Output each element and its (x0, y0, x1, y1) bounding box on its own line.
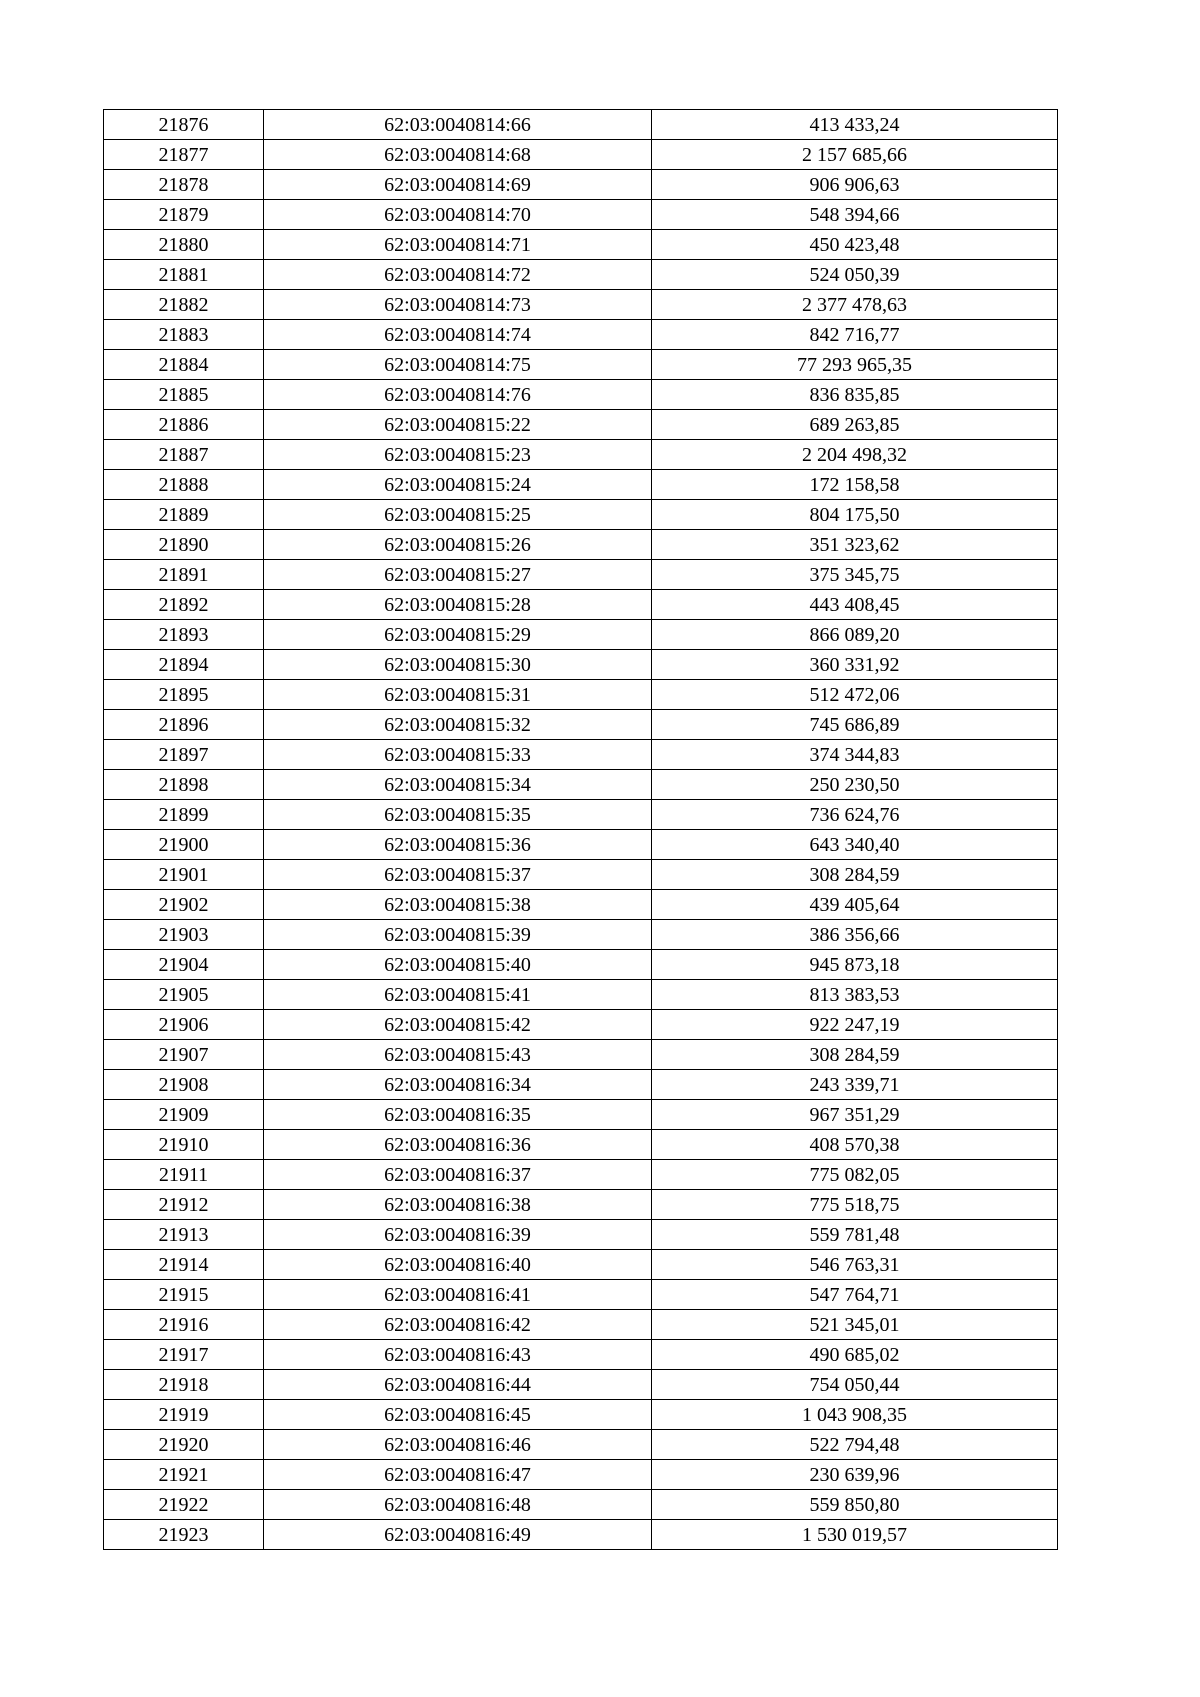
cadastral-value-cell: 230 639,96 (652, 1460, 1058, 1490)
cadastral-number-cell: 62:03:0040815:30 (264, 650, 652, 680)
cadastral-number-cell: 62:03:0040814:69 (264, 170, 652, 200)
table-row (104, 1370, 1058, 1400)
cadastral-value-table (103, 109, 1058, 1550)
cadastral-number-cell: 62:03:0040814:72 (264, 260, 652, 290)
table-row (104, 470, 1058, 500)
cadastral-value-cell: 804 175,50 (652, 500, 1058, 530)
row-number-cell: 21879 (104, 200, 264, 230)
table-row (104, 1460, 1058, 1490)
row-number-cell: 21921 (104, 1460, 264, 1490)
row-number-cell: 21911 (104, 1160, 264, 1190)
row-number-cell: 21898 (104, 770, 264, 800)
cadastral-value-cell: 2 204 498,32 (652, 440, 1058, 470)
row-number-cell: 21922 (104, 1490, 264, 1520)
table-row (104, 1340, 1058, 1370)
cadastral-value-cell: 77 293 965,35 (652, 350, 1058, 380)
cadastral-value-cell: 386 356,66 (652, 920, 1058, 950)
cadastral-number-cell: 62:03:0040816:38 (264, 1190, 652, 1220)
row-number-cell: 21899 (104, 800, 264, 830)
row-number-cell: 21916 (104, 1310, 264, 1340)
cadastral-number-cell: 62:03:0040815:34 (264, 770, 652, 800)
cadastral-number-cell: 62:03:0040816:48 (264, 1490, 652, 1520)
cadastral-value-cell: 351 323,62 (652, 530, 1058, 560)
cadastral-value-cell: 521 345,01 (652, 1310, 1058, 1340)
cadastral-number-cell: 62:03:0040815:26 (264, 530, 652, 560)
cadastral-number-cell: 62:03:0040815:43 (264, 1040, 652, 1070)
table-body (104, 110, 1058, 1550)
cadastral-number-cell: 62:03:0040816:49 (264, 1520, 652, 1550)
cadastral-number-cell: 62:03:0040816:42 (264, 1310, 652, 1340)
table-row (104, 1040, 1058, 1070)
row-number-cell: 21883 (104, 320, 264, 350)
cadastral-value-cell: 374 344,83 (652, 740, 1058, 770)
cadastral-value-cell: 2 157 685,66 (652, 140, 1058, 170)
cadastral-value-cell: 512 472,06 (652, 680, 1058, 710)
row-number-cell: 21888 (104, 470, 264, 500)
cadastral-value-cell: 967 351,29 (652, 1100, 1058, 1130)
cadastral-number-cell: 62:03:0040815:31 (264, 680, 652, 710)
cadastral-value-cell: 450 423,48 (652, 230, 1058, 260)
table-row (104, 530, 1058, 560)
table-row (104, 290, 1058, 320)
cadastral-number-cell: 62:03:0040815:33 (264, 740, 652, 770)
cadastral-number-cell: 62:03:0040816:43 (264, 1340, 652, 1370)
cadastral-number-cell: 62:03:0040815:32 (264, 710, 652, 740)
row-number-cell: 21892 (104, 590, 264, 620)
cadastral-number-cell: 62:03:0040814:66 (264, 110, 652, 140)
cadastral-number-cell: 62:03:0040814:70 (264, 200, 652, 230)
cadastral-number-cell: 62:03:0040815:24 (264, 470, 652, 500)
row-number-cell: 21905 (104, 980, 264, 1010)
cadastral-value-cell: 689 263,85 (652, 410, 1058, 440)
row-number-cell: 21908 (104, 1070, 264, 1100)
cadastral-number-cell: 62:03:0040814:71 (264, 230, 652, 260)
row-number-cell: 21896 (104, 710, 264, 740)
row-number-cell: 21915 (104, 1280, 264, 1310)
cadastral-value-cell: 775 082,05 (652, 1160, 1058, 1190)
row-number-cell: 21909 (104, 1100, 264, 1130)
cadastral-number-cell: 62:03:0040814:75 (264, 350, 652, 380)
cadastral-value-cell: 413 433,24 (652, 110, 1058, 140)
cadastral-value-cell: 243 339,71 (652, 1070, 1058, 1100)
table-row (104, 1220, 1058, 1250)
table-row (104, 230, 1058, 260)
row-number-cell: 21904 (104, 950, 264, 980)
row-number-cell: 21907 (104, 1040, 264, 1070)
cadastral-number-cell: 62:03:0040816:39 (264, 1220, 652, 1250)
table-row (104, 1520, 1058, 1550)
table-row (104, 950, 1058, 980)
row-number-cell: 21878 (104, 170, 264, 200)
row-number-cell: 21894 (104, 650, 264, 680)
cadastral-number-cell: 62:03:0040816:36 (264, 1130, 652, 1160)
row-number-cell: 21901 (104, 860, 264, 890)
cadastral-value-cell: 546 763,31 (652, 1250, 1058, 1280)
table-row (104, 590, 1058, 620)
table-row (104, 380, 1058, 410)
cadastral-value-cell: 250 230,50 (652, 770, 1058, 800)
row-number-cell: 21882 (104, 290, 264, 320)
row-number-cell: 21903 (104, 920, 264, 950)
cadastral-value-cell: 408 570,38 (652, 1130, 1058, 1160)
cadastral-value-cell: 836 835,85 (652, 380, 1058, 410)
table-row (104, 200, 1058, 230)
cadastral-number-cell: 62:03:0040815:22 (264, 410, 652, 440)
cadastral-number-cell: 62:03:0040815:28 (264, 590, 652, 620)
row-number-cell: 21881 (104, 260, 264, 290)
cadastral-number-cell: 62:03:0040815:27 (264, 560, 652, 590)
row-number-cell: 21893 (104, 620, 264, 650)
cadastral-number-cell: 62:03:0040814:76 (264, 380, 652, 410)
cadastral-value-cell: 754 050,44 (652, 1370, 1058, 1400)
cadastral-number-cell: 62:03:0040814:74 (264, 320, 652, 350)
table-row (104, 440, 1058, 470)
cadastral-value-cell: 308 284,59 (652, 860, 1058, 890)
table-row (104, 1160, 1058, 1190)
cadastral-value-cell: 360 331,92 (652, 650, 1058, 680)
cadastral-value-cell: 736 624,76 (652, 800, 1058, 830)
table-row (104, 170, 1058, 200)
cadastral-value-cell: 559 781,48 (652, 1220, 1058, 1250)
table-row (104, 1010, 1058, 1040)
cadastral-number-cell: 62:03:0040816:35 (264, 1100, 652, 1130)
row-number-cell: 21913 (104, 1220, 264, 1250)
cadastral-number-cell: 62:03:0040815:37 (264, 860, 652, 890)
cadastral-number-cell: 62:03:0040815:25 (264, 500, 652, 530)
cadastral-value-cell: 522 794,48 (652, 1430, 1058, 1460)
table-row (104, 920, 1058, 950)
table-row (104, 350, 1058, 380)
table-row (104, 710, 1058, 740)
table-row (104, 770, 1058, 800)
cadastral-number-cell: 62:03:0040815:23 (264, 440, 652, 470)
cadastral-value-cell: 842 716,77 (652, 320, 1058, 350)
row-number-cell: 21902 (104, 890, 264, 920)
row-number-cell: 21890 (104, 530, 264, 560)
row-number-cell: 21917 (104, 1340, 264, 1370)
cadastral-value-cell: 548 394,66 (652, 200, 1058, 230)
row-number-cell: 21897 (104, 740, 264, 770)
cadastral-value-cell: 922 247,19 (652, 1010, 1058, 1040)
row-number-cell: 21906 (104, 1010, 264, 1040)
table-row (104, 320, 1058, 350)
cadastral-number-cell: 62:03:0040815:36 (264, 830, 652, 860)
cadastral-number-cell: 62:03:0040816:41 (264, 1280, 652, 1310)
cadastral-number-cell: 62:03:0040816:37 (264, 1160, 652, 1190)
table-row (104, 620, 1058, 650)
row-number-cell: 21891 (104, 560, 264, 590)
cadastral-value-cell: 775 518,75 (652, 1190, 1058, 1220)
table-row (104, 1190, 1058, 1220)
cadastral-value-cell: 439 405,64 (652, 890, 1058, 920)
cadastral-number-cell: 62:03:0040816:40 (264, 1250, 652, 1280)
cadastral-value-cell: 2 377 478,63 (652, 290, 1058, 320)
cadastral-number-cell: 62:03:0040816:47 (264, 1460, 652, 1490)
cadastral-number-cell: 62:03:0040816:46 (264, 1430, 652, 1460)
table-row (104, 650, 1058, 680)
row-number-cell: 21885 (104, 380, 264, 410)
table-row (104, 740, 1058, 770)
table-row (104, 1280, 1058, 1310)
table-row (104, 1070, 1058, 1100)
table-row (104, 560, 1058, 590)
cadastral-value-cell: 1 530 019,57 (652, 1520, 1058, 1550)
table-row (104, 500, 1058, 530)
table-row (104, 260, 1058, 290)
cadastral-value-cell: 308 284,59 (652, 1040, 1058, 1070)
table-row (104, 980, 1058, 1010)
cadastral-value-cell: 443 408,45 (652, 590, 1058, 620)
table-row (104, 1100, 1058, 1130)
table-row (104, 1310, 1058, 1340)
cadastral-number-cell: 62:03:0040815:41 (264, 980, 652, 1010)
row-number-cell: 21889 (104, 500, 264, 530)
cadastral-value-cell: 866 089,20 (652, 620, 1058, 650)
table-row (104, 890, 1058, 920)
cadastral-value-cell: 945 873,18 (652, 950, 1058, 980)
row-number-cell: 21887 (104, 440, 264, 470)
row-number-cell: 21920 (104, 1430, 264, 1460)
cadastral-number-cell: 62:03:0040815:40 (264, 950, 652, 980)
cadastral-value-cell: 559 850,80 (652, 1490, 1058, 1520)
table-row (104, 1490, 1058, 1520)
row-number-cell: 21895 (104, 680, 264, 710)
table-row (104, 830, 1058, 860)
row-number-cell: 21880 (104, 230, 264, 260)
cadastral-number-cell: 62:03:0040815:38 (264, 890, 652, 920)
cadastral-number-cell: 62:03:0040816:44 (264, 1370, 652, 1400)
row-number-cell: 21910 (104, 1130, 264, 1160)
table-row (104, 860, 1058, 890)
table-row (104, 680, 1058, 710)
table-row (104, 1430, 1058, 1460)
cadastral-value-cell: 524 050,39 (652, 260, 1058, 290)
row-number-cell: 21884 (104, 350, 264, 380)
cadastral-value-cell: 172 158,58 (652, 470, 1058, 500)
cadastral-value-cell: 745 686,89 (652, 710, 1058, 740)
table-row (104, 140, 1058, 170)
cadastral-value-cell: 547 764,71 (652, 1280, 1058, 1310)
cadastral-number-cell: 62:03:0040814:73 (264, 290, 652, 320)
row-number-cell: 21912 (104, 1190, 264, 1220)
row-number-cell: 21919 (104, 1400, 264, 1430)
cadastral-number-cell: 62:03:0040815:29 (264, 620, 652, 650)
table-row (104, 1130, 1058, 1160)
cadastral-value-cell: 906 906,63 (652, 170, 1058, 200)
cadastral-value-cell: 375 345,75 (652, 560, 1058, 590)
cadastral-value-cell: 643 340,40 (652, 830, 1058, 860)
cadastral-number-cell: 62:03:0040816:34 (264, 1070, 652, 1100)
cadastral-number-cell: 62:03:0040815:35 (264, 800, 652, 830)
row-number-cell: 21886 (104, 410, 264, 440)
row-number-cell: 21900 (104, 830, 264, 860)
table-row (104, 410, 1058, 440)
table-row (104, 1400, 1058, 1430)
cadastral-number-cell: 62:03:0040814:68 (264, 140, 652, 170)
row-number-cell: 21914 (104, 1250, 264, 1280)
cadastral-number-cell: 62:03:0040815:39 (264, 920, 652, 950)
row-number-cell: 21877 (104, 140, 264, 170)
row-number-cell: 21923 (104, 1520, 264, 1550)
row-number-cell: 21918 (104, 1370, 264, 1400)
cadastral-value-cell: 813 383,53 (652, 980, 1058, 1010)
cadastral-number-cell: 62:03:0040815:42 (264, 1010, 652, 1040)
row-number-cell: 21876 (104, 110, 264, 140)
table-row (104, 800, 1058, 830)
cadastral-value-cell: 490 685,02 (652, 1340, 1058, 1370)
table-row (104, 110, 1058, 140)
table-row (104, 1250, 1058, 1280)
cadastral-number-cell: 62:03:0040816:45 (264, 1400, 652, 1430)
cadastral-value-cell: 1 043 908,35 (652, 1400, 1058, 1430)
